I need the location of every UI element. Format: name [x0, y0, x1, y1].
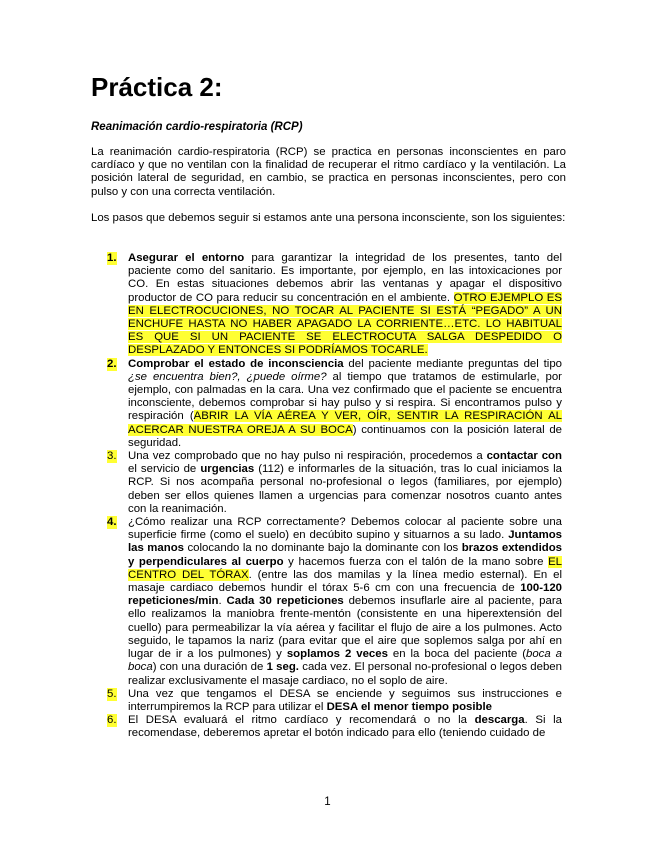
step-text: El DESA evaluará el ritmo cardíaco y recomendará o no la — [128, 714, 475, 727]
step-text: (112) e informarles de la situación, tras lo cual iniciamos la RCP. Si nos acompaña personal no-profesional o legos (familiares, por ejemplo) deben ser ellos quienes llamen a urgencias para comenzar nosotros cuanto antes con la reanimación. — [128, 463, 563, 515]
step-text: ¿Cómo realizar una RCP correctamente? Debemos colocar al paciente sobre una superficie firme (como el suelo) en decúbito supino y situarnos a su lado. — [128, 516, 562, 542]
highlighted-note: ABRIR LA VÍA AÉREA Y VER, OÍR, SENTIR LA RESPIRACIÓN AL ACERCAR NUESTRA OREJA A SU BOCA — [128, 410, 562, 436]
step-keyword: Juntamos las manos — [128, 529, 562, 555]
step-text: para garantizar la integridad de los presentes, tanto del paciente como del sanitario. Es importante, por ejemplo, en las intoxicaciones por CO. En estas situaciones debemos abrir las ventanas y apagar el dispositivo productor de CO para reducir su concentración en el ambiente. — [128, 252, 563, 304]
step-keyword: Comprobar el estado de inconsciencia — [128, 357, 344, 370]
step-text: colocando la no dominante bajo la dominante con los — [184, 542, 462, 555]
step-keyword: descarga — [474, 714, 525, 727]
step-keyword: brazos extendidos y perpendiculares al cuerpo — [128, 542, 562, 568]
step-text: Una vez comprobado que no hay pulso ni respiración, procedemos a — [128, 450, 487, 463]
step-text: el servicio de — [128, 463, 201, 476]
step-text: . — [218, 595, 227, 608]
step-italic-text: ¿se encuentra bien?, ¿puede oírme? — [128, 370, 327, 383]
step-number: 3. — [107, 450, 117, 463]
step-number: 2. — [107, 357, 117, 370]
step-number: 4. — [107, 516, 117, 529]
list-item — [107, 450, 562, 516]
list-item — [107, 252, 562, 358]
step-text: del paciente mediante preguntas del tipo — [343, 357, 562, 370]
step-keyword: 1 seg. — [266, 661, 299, 674]
step-text: Una vez que tengamos el DESA se enciende y seguimos sus instrucciones e interrumpiremos la RCP para utilizar el — [128, 687, 562, 713]
list-item — [107, 516, 562, 688]
step-keyword: contactar con — [486, 450, 562, 463]
list-item — [107, 688, 562, 714]
page-number: 1 — [324, 796, 331, 808]
step-text: . (entre las dos mamilas y la línea medio esternal). En el masaje cardiaco debemos hundir el tórax 5-6 cm con una frecuencia de — [128, 568, 562, 595]
steps-intro-paragraph: Los pasos que debemos seguir si estamos ante una persona inconsciente, son los siguientes: — [91, 212, 566, 224]
step-text: en la boca del paciente ( — [387, 648, 526, 661]
step-number: 6. — [107, 714, 117, 727]
list-item — [107, 358, 562, 450]
list-item — [107, 714, 562, 740]
steps-list — [107, 252, 562, 741]
step-text: cada vez. El personal no-profesional o legos deben realizar exclusivamente el masaje cardiaco, no el soplo de aire. — [128, 661, 562, 687]
step-keyword: urgencias — [200, 463, 255, 476]
step-keyword: Asegurar el entorno — [128, 252, 245, 264]
step-number: 1. — [107, 252, 117, 264]
intro-paragraph: La reanimación cardio-respiratoria (RCP) se practica en personas inconscientes en paro cardíaco y que no ventilan con la finalidad de recuperar el ritmo cardíaco y la ventilación. La posición lateral de seguridad, en cambio, se practica en personas inconscientes, pero con pulso y con una correcta ventilación. — [91, 146, 566, 198]
step-text: al tiempo que tratamos de estimularle, por ejemplo, con palmadas en la cara. Una vez confirmado que el paciente se encuentra inconsciente, debemos comprobar si hay pulso y si respira. Si encontramos pulso y respiración ( — [128, 370, 562, 423]
highlighted-note: OTRO EJEMPLO ES EN ELECTROCUCIONES, NO TOCAR AL PACIENTE SI ESTÁ “PEGADO” A UN ENCHUFE HASTA NO HABER APAGADO LA CORRIENTE…ETC. LO HABITUAL ES QUE SI UN PACIENTE SE ELECTROCUTA SALGA DESPEDIDO O DESPLAZADO Y ENTONCES SI PODRÍAMOS TOCARLE. — [128, 291, 562, 357]
section-subtitle: Reanimación cardio-respiratoria (RCP) — [91, 121, 303, 133]
step-text: ) con una duración de — [152, 661, 267, 674]
step-italic-text: boca a boca — [128, 648, 562, 674]
step-text: . Si la recomendase, deberemos apretar el botón indicado para ello (teniendo cuidado de — [128, 714, 562, 740]
step-number: 5. — [107, 687, 117, 700]
step-keyword: DESA el menor tiempo posible — [326, 700, 492, 713]
highlighted-note: EL CENTRO DEL TÓRAX — [128, 555, 562, 581]
step-keyword: 100-120 repeticiones/min — [128, 582, 562, 608]
step-text: debemos insuflarle aire al paciente, para ello realizamos la maniobra frente-mentón (consistente en una hiperextensión del cuello) para permeabilizar la vía aérea y facilitar el flujo de aire a los pulmones. Acto seguido, le tapamos la nariz (para evitar que el aire que soplemos salga por ahí en lugar de ir a los pulmones) y — [128, 595, 562, 661]
step-keyword: soplamos 2 veces — [286, 648, 388, 661]
step-text: y hacemos fuerza con el talón de la mano sobre — [283, 555, 549, 568]
page-title: Práctica 2: — [91, 72, 223, 102]
step-text: ) continuamos con la posición lateral de seguridad. — [128, 423, 562, 449]
step-keyword: Cada 30 repeticiones — [226, 595, 344, 608]
